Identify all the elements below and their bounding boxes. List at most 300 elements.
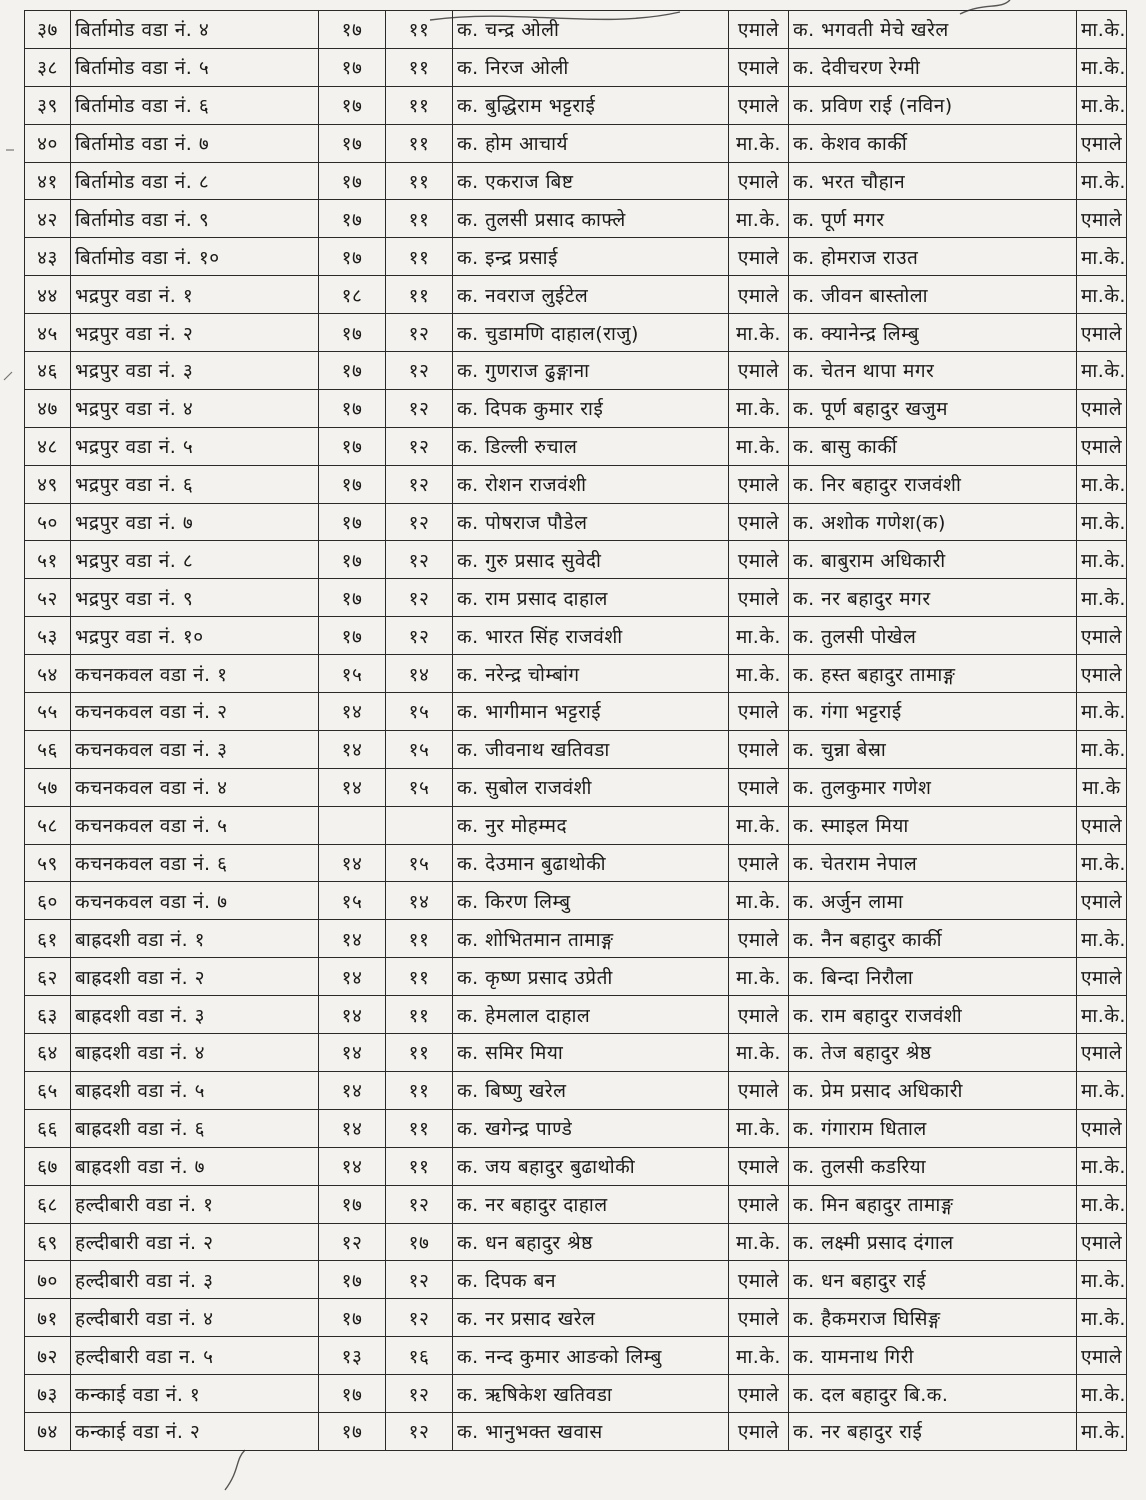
ward-name-cell: बाह्रदशी वडा नं. ७: [71, 1147, 319, 1185]
party-1-cell: एमाले: [729, 1412, 789, 1450]
party-2-cell: मा.के.: [1077, 730, 1127, 768]
party-2-cell: एमाले: [1077, 1109, 1127, 1147]
count-1-cell: १७: [319, 503, 386, 541]
ward-name-cell: कचनकवल वडा नं. १: [71, 655, 319, 693]
party-2-cell: एमाले: [1077, 427, 1127, 465]
candidate-1-cell: क. सुबोल राजवंशी: [453, 768, 729, 806]
ward-candidates-table: [24, 10, 1127, 1451]
serial-number-cell: ७४: [25, 1412, 71, 1450]
serial-number-cell: ४२: [25, 200, 71, 238]
candidate-2-cell: क. लक्ष्मी प्रसाद दंगाल: [789, 1223, 1077, 1261]
ward-name-cell: कचनकवल वडा नं. ३: [71, 730, 319, 768]
ward-name-cell: भद्रपुर वडा नं. १०: [71, 617, 319, 655]
count-2-cell: १२: [386, 1412, 453, 1450]
count-1-cell: १७: [319, 389, 386, 427]
party-1-cell: एमाले: [729, 541, 789, 579]
count-1-cell: १४: [319, 920, 386, 958]
ward-name-cell: बिर्तामोड वडा नं. ६: [71, 86, 319, 124]
serial-number-cell: ६४: [25, 1034, 71, 1072]
ward-name-cell: बिर्तामोड वडा नं. ५: [71, 48, 319, 86]
count-2-cell: १५: [386, 730, 453, 768]
table-row: [25, 389, 1127, 427]
serial-number-cell: ५७: [25, 768, 71, 806]
count-1-cell: १७: [319, 200, 386, 238]
ward-name-cell: बिर्तामोड वडा नं. ८: [71, 162, 319, 200]
serial-number-cell: ५६: [25, 730, 71, 768]
candidate-2-cell: क. बाबुराम अधिकारी: [789, 541, 1077, 579]
count-2-cell: १२: [386, 1375, 453, 1413]
candidate-2-cell: क. नर बहादुर मगर: [789, 579, 1077, 617]
count-1-cell: १७: [319, 48, 386, 86]
count-2-cell: १४: [386, 882, 453, 920]
count-1-cell: १७: [319, 579, 386, 617]
table-row: [25, 1375, 1127, 1413]
party-1-cell: एमाले: [729, 238, 789, 276]
serial-number-cell: ४३: [25, 238, 71, 276]
table-row: [25, 844, 1127, 882]
candidate-1-cell: क. बिष्णु खरेल: [453, 1071, 729, 1109]
candidate-2-cell: क. बिन्दा निरौला: [789, 958, 1077, 996]
table-row: [25, 465, 1127, 503]
count-2-cell: ११: [386, 276, 453, 314]
candidate-1-cell: क. इन्द्र प्रसाई: [453, 238, 729, 276]
candidate-2-cell: क. चेतराम नेपाल: [789, 844, 1077, 882]
count-1-cell: १७: [319, 1261, 386, 1299]
serial-number-cell: ६२: [25, 958, 71, 996]
candidate-2-cell: क. गंगाराम धिताल: [789, 1109, 1077, 1147]
candidate-1-cell: क. देउमान बुढाथोकी: [453, 844, 729, 882]
count-2-cell: १२: [386, 1299, 453, 1337]
count-1-cell: १८: [319, 276, 386, 314]
party-2-cell: मा.के.: [1077, 162, 1127, 200]
party-2-cell: मा.के.: [1077, 541, 1127, 579]
party-2-cell: मा.के.: [1077, 1261, 1127, 1299]
count-1-cell: १४: [319, 693, 386, 731]
table-row: [25, 1071, 1127, 1109]
candidate-1-cell: क. कृष्ण प्रसाद उप्रेती: [453, 958, 729, 996]
party-2-cell: एमाले: [1077, 882, 1127, 920]
count-2-cell: ११: [386, 1071, 453, 1109]
serial-number-cell: ४१: [25, 162, 71, 200]
party-1-cell: एमाले: [729, 730, 789, 768]
count-1-cell: १४: [319, 1034, 386, 1072]
count-2-cell: १२: [386, 427, 453, 465]
serial-number-cell: ५२: [25, 579, 71, 617]
count-1-cell: १७: [319, 11, 386, 49]
serial-number-cell: ७३: [25, 1375, 71, 1413]
table-row: [25, 11, 1127, 49]
table-row: [25, 1147, 1127, 1185]
table-row: [25, 86, 1127, 124]
ward-name-cell: कचनकवल वडा नं. ६: [71, 844, 319, 882]
candidate-2-cell: क. होमराज राउत: [789, 238, 1077, 276]
table-row: [25, 768, 1127, 806]
candidate-1-cell: क. डिल्ली रुचाल: [453, 427, 729, 465]
party-2-cell: मा.के.: [1077, 352, 1127, 390]
candidate-2-cell: क. तुलसी कडरिया: [789, 1147, 1077, 1185]
party-1-cell: एमाले: [729, 1185, 789, 1223]
serial-number-cell: ४६: [25, 352, 71, 390]
candidate-2-cell: क. क्यानेन्द्र लिम्बु: [789, 314, 1077, 352]
count-2-cell: ११: [386, 162, 453, 200]
serial-number-cell: ३९: [25, 86, 71, 124]
ward-name-cell: हल्दीबारी वडा नं. २: [71, 1223, 319, 1261]
candidate-2-cell: क. राम बहादुर राजवंशी: [789, 996, 1077, 1034]
table-row: [25, 48, 1127, 86]
candidate-1-cell: क. तुलसी प्रसाद काफ्ले: [453, 200, 729, 238]
party-2-cell: एमाले: [1077, 200, 1127, 238]
party-1-cell: मा.के.: [729, 200, 789, 238]
count-2-cell: १२: [386, 465, 453, 503]
count-1-cell: १४: [319, 730, 386, 768]
party-2-cell: मा.के.: [1077, 996, 1127, 1034]
ward-name-cell: कचनकवल वडा नं. ५: [71, 806, 319, 844]
table-row: [25, 541, 1127, 579]
party-1-cell: मा.के.: [729, 124, 789, 162]
party-1-cell: एमाले: [729, 86, 789, 124]
party-1-cell: एमाले: [729, 503, 789, 541]
serial-number-cell: ५१: [25, 541, 71, 579]
count-1-cell: १७: [319, 86, 386, 124]
count-2-cell: १२: [386, 617, 453, 655]
party-1-cell: एमाले: [729, 579, 789, 617]
table-row: [25, 352, 1127, 390]
serial-number-cell: ३७: [25, 11, 71, 49]
table-row: [25, 162, 1127, 200]
ward-name-cell: कचनकवल वडा नं. २: [71, 693, 319, 731]
party-2-cell: मा.के.: [1077, 1185, 1127, 1223]
party-1-cell: मा.के.: [729, 806, 789, 844]
count-1-cell: १४: [319, 1109, 386, 1147]
candidate-1-cell: क. नर बहादुर दाहाल: [453, 1185, 729, 1223]
candidate-2-cell: क. नर बहादुर राई: [789, 1412, 1077, 1450]
party-2-cell: मा.के.: [1077, 11, 1127, 49]
candidate-2-cell: क. हस्त बहादुर तामाङ्ग: [789, 655, 1077, 693]
count-2-cell: १२: [386, 314, 453, 352]
candidate-1-cell: क. जय बहादुर बुढाथोकी: [453, 1147, 729, 1185]
candidate-2-cell: क. दल बहादुर बि.क.: [789, 1375, 1077, 1413]
table-row: [25, 1223, 1127, 1261]
candidate-1-cell: क. भागीमान भट्टराई: [453, 693, 729, 731]
table-row: [25, 579, 1127, 617]
serial-number-cell: ७२: [25, 1337, 71, 1375]
count-2-cell: १२: [386, 389, 453, 427]
count-2-cell: ११: [386, 238, 453, 276]
serial-number-cell: ३८: [25, 48, 71, 86]
party-1-cell: एमाले: [729, 276, 789, 314]
party-1-cell: एमाले: [729, 920, 789, 958]
serial-number-cell: ६०: [25, 882, 71, 920]
candidate-2-cell: क. चेतन थापा मगर: [789, 352, 1077, 390]
count-2-cell: १५: [386, 768, 453, 806]
serial-number-cell: ४०: [25, 124, 71, 162]
candidate-2-cell: क. गंगा भट्टराई: [789, 693, 1077, 731]
party-1-cell: मा.के.: [729, 389, 789, 427]
candidate-2-cell: क. पूर्ण मगर: [789, 200, 1077, 238]
count-2-cell: ११: [386, 1034, 453, 1072]
candidate-2-cell: क. प्रेम प्रसाद अधिकारी: [789, 1071, 1077, 1109]
ward-name-cell: भद्रपुर वडा नं. ७: [71, 503, 319, 541]
serial-number-cell: ४४: [25, 276, 71, 314]
serial-number-cell: ७०: [25, 1261, 71, 1299]
table-row: [25, 1412, 1127, 1450]
candidate-1-cell: क. किरण लिम्बु: [453, 882, 729, 920]
count-2-cell: १४: [386, 655, 453, 693]
serial-number-cell: ६६: [25, 1109, 71, 1147]
table-row: [25, 124, 1127, 162]
ward-name-cell: हल्दीबारी वडा नं. ४: [71, 1299, 319, 1337]
table-row: [25, 1109, 1127, 1147]
count-1-cell: १७: [319, 238, 386, 276]
party-1-cell: एमाले: [729, 11, 789, 49]
table-row: [25, 958, 1127, 996]
serial-number-cell: ४९: [25, 465, 71, 503]
party-1-cell: एमाले: [729, 768, 789, 806]
party-2-cell: एमाले: [1077, 389, 1127, 427]
count-1-cell: १७: [319, 1375, 386, 1413]
ward-name-cell: बिर्तामोड वडा नं. ९: [71, 200, 319, 238]
table-row: [25, 1337, 1127, 1375]
table-row: [25, 806, 1127, 844]
candidate-1-cell: क. हेमलाल दाहाल: [453, 996, 729, 1034]
candidate-1-cell: क. बुद्धिराम भट्टराई: [453, 86, 729, 124]
candidate-1-cell: क. एकराज बिष्ट: [453, 162, 729, 200]
ward-name-cell: बाह्रदशी वडा नं. ३: [71, 996, 319, 1034]
party-2-cell: मा.के.: [1077, 1071, 1127, 1109]
candidate-2-cell: क. मिन बहादुर तामाङ्ग: [789, 1185, 1077, 1223]
party-2-cell: एमाले: [1077, 1223, 1127, 1261]
candidate-2-cell: क. भरत चौहान: [789, 162, 1077, 200]
candidate-2-cell: क. अर्जुन लामा: [789, 882, 1077, 920]
ward-name-cell: बिर्तामोड वडा नं. १०: [71, 238, 319, 276]
ward-name-cell: हल्दीबारी वडा न. ५: [71, 1337, 319, 1375]
candidate-1-cell: क. गुरु प्रसाद सुवेदी: [453, 541, 729, 579]
count-1-cell: १७: [319, 124, 386, 162]
count-1-cell: १७: [319, 427, 386, 465]
ward-name-cell: बाह्रदशी वडा नं. ६: [71, 1109, 319, 1147]
party-1-cell: एमाले: [729, 1375, 789, 1413]
candidate-1-cell: क. दिपक कुमार राई: [453, 389, 729, 427]
count-2-cell: ११: [386, 200, 453, 238]
table-row: [25, 1034, 1127, 1072]
party-2-cell: एमाले: [1077, 617, 1127, 655]
party-2-cell: मा.के.: [1077, 86, 1127, 124]
ward-name-cell: बिर्तामोड वडा नं. ४: [71, 11, 319, 49]
table-row: [25, 730, 1127, 768]
party-2-cell: मा.के.: [1077, 1147, 1127, 1185]
party-1-cell: एमाले: [729, 996, 789, 1034]
candidate-1-cell: क. खगेन्द्र पाण्डे: [453, 1109, 729, 1147]
count-1-cell: १४: [319, 1071, 386, 1109]
ward-name-cell: बाह्रदशी वडा नं. ४: [71, 1034, 319, 1072]
count-2-cell: १२: [386, 1261, 453, 1299]
party-2-cell: मा.के.: [1077, 1299, 1127, 1337]
table-row: [25, 200, 1127, 238]
candidate-1-cell: क. शोभितमान तामाङ्ग: [453, 920, 729, 958]
ward-name-cell: बाह्रदशी वडा नं. १: [71, 920, 319, 958]
count-2-cell: ११: [386, 124, 453, 162]
serial-number-cell: ५९: [25, 844, 71, 882]
candidate-1-cell: क. समिर मिया: [453, 1034, 729, 1072]
count-1-cell: १७: [319, 1185, 386, 1223]
count-2-cell: १६: [386, 1337, 453, 1375]
candidate-1-cell: क. नन्द कुमार आङको लिम्बु: [453, 1337, 729, 1375]
count-1-cell: १५: [319, 655, 386, 693]
table-row: [25, 314, 1127, 352]
ward-name-cell: भद्रपुर वडा नं. ९: [71, 579, 319, 617]
party-2-cell: मा.के.: [1077, 238, 1127, 276]
party-1-cell: मा.के.: [729, 617, 789, 655]
candidate-2-cell: क. केशव कार्की: [789, 124, 1077, 162]
candidate-1-cell: क. भारत सिंह राजवंशी: [453, 617, 729, 655]
serial-number-cell: ५५: [25, 693, 71, 731]
count-2-cell: १२: [386, 503, 453, 541]
party-1-cell: मा.के.: [729, 1034, 789, 1072]
candidate-1-cell: क. चन्द्र ओली: [453, 11, 729, 49]
party-1-cell: मा.के.: [729, 958, 789, 996]
count-1-cell: १७: [319, 162, 386, 200]
party-1-cell: एमाले: [729, 693, 789, 731]
party-2-cell: मा.के.: [1077, 693, 1127, 731]
party-2-cell: मा.के.: [1077, 465, 1127, 503]
candidate-1-cell: क. नवराज लुईटेल: [453, 276, 729, 314]
candidate-1-cell: क. ऋषिकेश खतिवडा: [453, 1375, 729, 1413]
party-1-cell: एमाले: [729, 352, 789, 390]
candidate-2-cell: क. हैकमराज घिसिङ्ग: [789, 1299, 1077, 1337]
candidate-2-cell: क. भगवती मेचे खरेल: [789, 11, 1077, 49]
serial-number-cell: ६९: [25, 1223, 71, 1261]
party-1-cell: एमाले: [729, 48, 789, 86]
serial-number-cell: ७१: [25, 1299, 71, 1337]
count-2-cell: १५: [386, 844, 453, 882]
party-2-cell: मा.के.: [1077, 1375, 1127, 1413]
candidate-2-cell: क. बासु कार्की: [789, 427, 1077, 465]
party-1-cell: मा.के.: [729, 427, 789, 465]
party-1-cell: एमाले: [729, 1147, 789, 1185]
party-1-cell: मा.के.: [729, 314, 789, 352]
candidate-2-cell: क. अशोक गणेश(क): [789, 503, 1077, 541]
party-1-cell: एमाले: [729, 1261, 789, 1299]
count-2-cell: १२: [386, 1185, 453, 1223]
count-1-cell: १७: [319, 352, 386, 390]
candidate-1-cell: क. गुणराज ढुङ्गाना: [453, 352, 729, 390]
candidate-2-cell: क. धन बहादुर राई: [789, 1261, 1077, 1299]
party-1-cell: एमाले: [729, 162, 789, 200]
party-1-cell: मा.के.: [729, 1337, 789, 1375]
party-2-cell: एमाले: [1077, 124, 1127, 162]
table-row: [25, 503, 1127, 541]
party-1-cell: एमाले: [729, 844, 789, 882]
ward-name-cell: कन्काई वडा नं. २: [71, 1412, 319, 1450]
table-row: [25, 1299, 1127, 1337]
ward-name-cell: भद्रपुर वडा नं. ८: [71, 541, 319, 579]
serial-number-cell: ६८: [25, 1185, 71, 1223]
count-1-cell: १७: [319, 541, 386, 579]
candidate-2-cell: क. देवीचरण रेग्मी: [789, 48, 1077, 86]
serial-number-cell: ६५: [25, 1071, 71, 1109]
count-1-cell: १७: [319, 1412, 386, 1450]
table-row: [25, 1185, 1127, 1223]
candidate-2-cell: क. स्माइल मिया: [789, 806, 1077, 844]
serial-number-cell: ५८: [25, 806, 71, 844]
candidate-1-cell: क. रोशन राजवंशी: [453, 465, 729, 503]
serial-number-cell: ६१: [25, 920, 71, 958]
party-1-cell: मा.के.: [729, 655, 789, 693]
party-2-cell: एमाले: [1077, 1034, 1127, 1072]
candidate-2-cell: क. निर बहादुर राजवंशी: [789, 465, 1077, 503]
party-2-cell: मा.के.: [1077, 48, 1127, 86]
candidate-1-cell: क. होम आचार्य: [453, 124, 729, 162]
candidate-1-cell: क. नुर मोहम्मद: [453, 806, 729, 844]
ward-name-cell: कचनकवल वडा नं. ७: [71, 882, 319, 920]
count-1-cell: १५: [319, 882, 386, 920]
ward-name-cell: भद्रपुर वडा नं. ५: [71, 427, 319, 465]
count-2-cell: ११: [386, 11, 453, 49]
candidate-2-cell: क. तुलसी पोखेल: [789, 617, 1077, 655]
party-1-cell: एमाले: [729, 465, 789, 503]
count-2-cell: ११: [386, 920, 453, 958]
candidate-2-cell: क. चुन्ना बेस्रा: [789, 730, 1077, 768]
party-1-cell: एमाले: [729, 1071, 789, 1109]
table-row: [25, 427, 1127, 465]
party-2-cell: एमाले: [1077, 958, 1127, 996]
party-1-cell: मा.के.: [729, 1223, 789, 1261]
candidate-1-cell: क. दिपक बन: [453, 1261, 729, 1299]
table-row: [25, 920, 1127, 958]
count-1-cell: १७: [319, 465, 386, 503]
table-row: [25, 996, 1127, 1034]
party-2-cell: मा.के.: [1077, 1412, 1127, 1450]
ward-name-cell: बाह्रदशी वडा नं. ५: [71, 1071, 319, 1109]
count-1-cell: १४: [319, 1147, 386, 1185]
count-1-cell: १२: [319, 1223, 386, 1261]
ward-name-cell: हल्दीबारी वडा नं. ३: [71, 1261, 319, 1299]
party-2-cell: एमाले: [1077, 1337, 1127, 1375]
candidate-1-cell: क. चुडामणि दाहाल(राजु): [453, 314, 729, 352]
party-1-cell: मा.के.: [729, 1109, 789, 1147]
serial-number-cell: ५४: [25, 655, 71, 693]
count-1-cell: १७: [319, 1299, 386, 1337]
count-1-cell: १३: [319, 1337, 386, 1375]
serial-number-cell: ५०: [25, 503, 71, 541]
ward-name-cell: भद्रपुर वडा नं. ३: [71, 352, 319, 390]
candidate-1-cell: क. राम प्रसाद दाहाल: [453, 579, 729, 617]
party-2-cell: एमाले: [1077, 806, 1127, 844]
ward-name-cell: हल्दीबारी वडा नं. १: [71, 1185, 319, 1223]
count-1-cell: १७: [319, 314, 386, 352]
candidate-1-cell: क. धन बहादुर श्रेष्ठ: [453, 1223, 729, 1261]
count-1-cell: १४: [319, 768, 386, 806]
table-row: [25, 238, 1127, 276]
ward-name-cell: भद्रपुर वडा नं. ६: [71, 465, 319, 503]
candidate-1-cell: क. नर प्रसाद खरेल: [453, 1299, 729, 1337]
count-2-cell: ११: [386, 1109, 453, 1147]
ward-name-cell: कचनकवल वडा नं. ४: [71, 768, 319, 806]
count-2-cell: १७: [386, 1223, 453, 1261]
count-1-cell: १४: [319, 844, 386, 882]
candidate-2-cell: क. जीवन बास्तोला: [789, 276, 1077, 314]
count-2-cell: ११: [386, 996, 453, 1034]
count-2-cell: १२: [386, 352, 453, 390]
table-row: [25, 276, 1127, 314]
candidate-2-cell: क. यामनाथ गिरी: [789, 1337, 1077, 1375]
table-row: [25, 693, 1127, 731]
ward-name-cell: बिर्तामोड वडा नं. ७: [71, 124, 319, 162]
serial-number-cell: ४५: [25, 314, 71, 352]
ward-name-cell: भद्रपुर वडा नं. १: [71, 276, 319, 314]
count-2-cell: १५: [386, 693, 453, 731]
party-2-cell: एमाले: [1077, 655, 1127, 693]
